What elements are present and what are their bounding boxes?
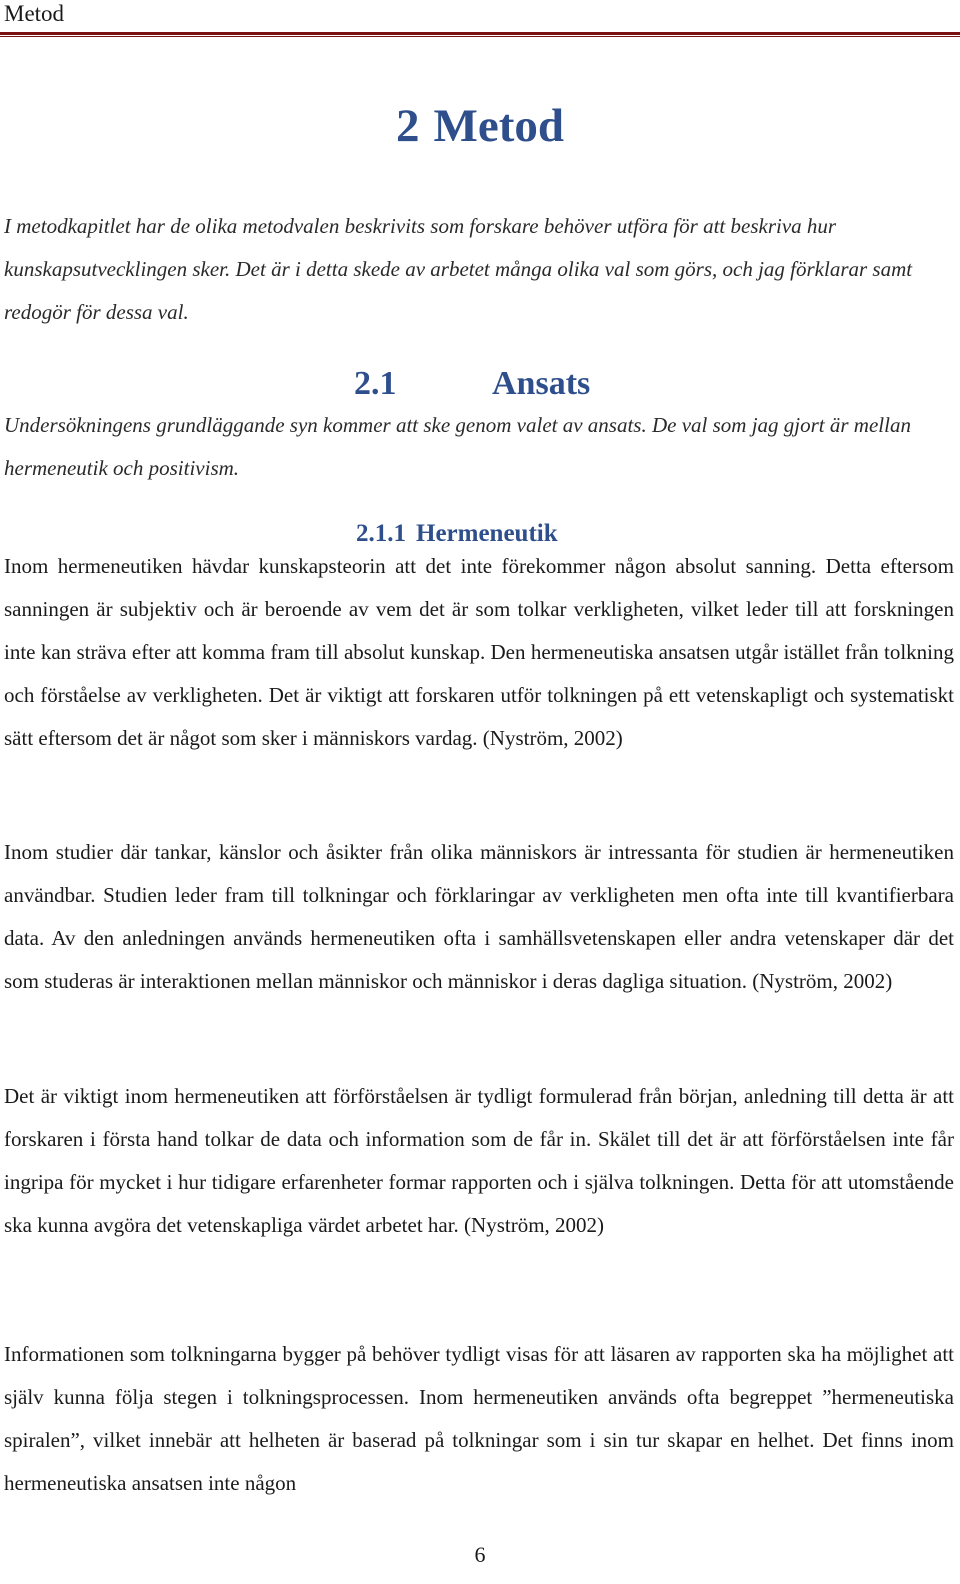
section-intro: Undersökningens grundläggande syn kommer att ske genom valet av ansats. De val som jag gjort är mellan hermeneutik och positivism.	[4, 413, 911, 480]
body-paragraph: Inom studier där tankar, känslor och åsikter från olika människors är intressanta för studien är hermeneutiken användbar. Studien leder fram till tolkningar och förklaringar av verkligheten men ofta inte till kvantifierbara data. Av den anledningen används hermeneutiken ofta i samhällsvetenskapen eller andra vetenskaper där det som studeras är interaktionen mellan människor och människor i deras dagliga situation. (Nyström, 2002)	[4, 840, 954, 993]
running-header: Metod	[4, 1, 65, 26]
section-number: 2.1	[354, 365, 397, 402]
section-title: Ansats	[492, 365, 591, 402]
chapter-number: 2	[395, 100, 420, 152]
page-number: 6	[474, 1542, 486, 1567]
chapter-intro: I metodkapitlet har de olika metodvalen beskrivits som forskare behöver utföra för att beskriva hur kunskapsutvecklingen sker. Det är i detta skede av arbetet många olika val som görs, och jag förklarar samt redogör för dessa val.	[4, 214, 913, 324]
section-heading	[354, 362, 590, 406]
header-rule	[0, 32, 960, 37]
body-paragraph: Informationen som tolkningarna bygger på behöver tydligt visas för att läsaren av rapporten ska ha möjlighet att själv kunna följa stegen i tolkningsprocessen. Inom hermeneutiken används ofta begreppet ”hermeneutiska spiralen”, vilket innebär att helheten är baserad på tolkningar som i sin tur skapar en helhet. Det finns inom hermeneutiska ansatsen inte någon	[4, 1342, 954, 1495]
body-paragraph: Inom hermeneutiken hävdar kunskapsteorin att det inte förekommer någon absolut sanning. Detta eftersom sanningen är subjektiv och är beroende av vem det är som tolkar verkligheten, vilket leder till att forskningen inte kan sträva efter att komma fram till absolut kunskap. Den hermeneutiska ansatsen utgår istället från tolkning och förståelse av verkligheten. Det är viktigt att forskaren utför tolkningen på ett vetenskapligt och systematiskt sätt eftersom det är något som sker i människors vardag. (Nyström, 2002)	[4, 554, 954, 750]
subsection-title: Hermeneutik	[416, 520, 558, 547]
chapter-title	[0, 96, 960, 156]
chapter-title-text: Metod	[433, 100, 564, 152]
subsection-number: 2.1.1	[356, 520, 406, 547]
body-paragraph: Det är viktigt inom hermeneutiken att förförståelsen är tydligt formulerad från början, anledning till detta är att forskaren i första hand tolkar de data och information som de får in. Skälet till det är att förförståelsen inte får ingripa för mycket i hur tidigare erfarenheter formar rapporten och i själva tolkningen. Detta för att utomstående ska kunna avgöra det vetenskapliga värdet arbetet har. (Nyström, 2002)	[4, 1084, 954, 1237]
